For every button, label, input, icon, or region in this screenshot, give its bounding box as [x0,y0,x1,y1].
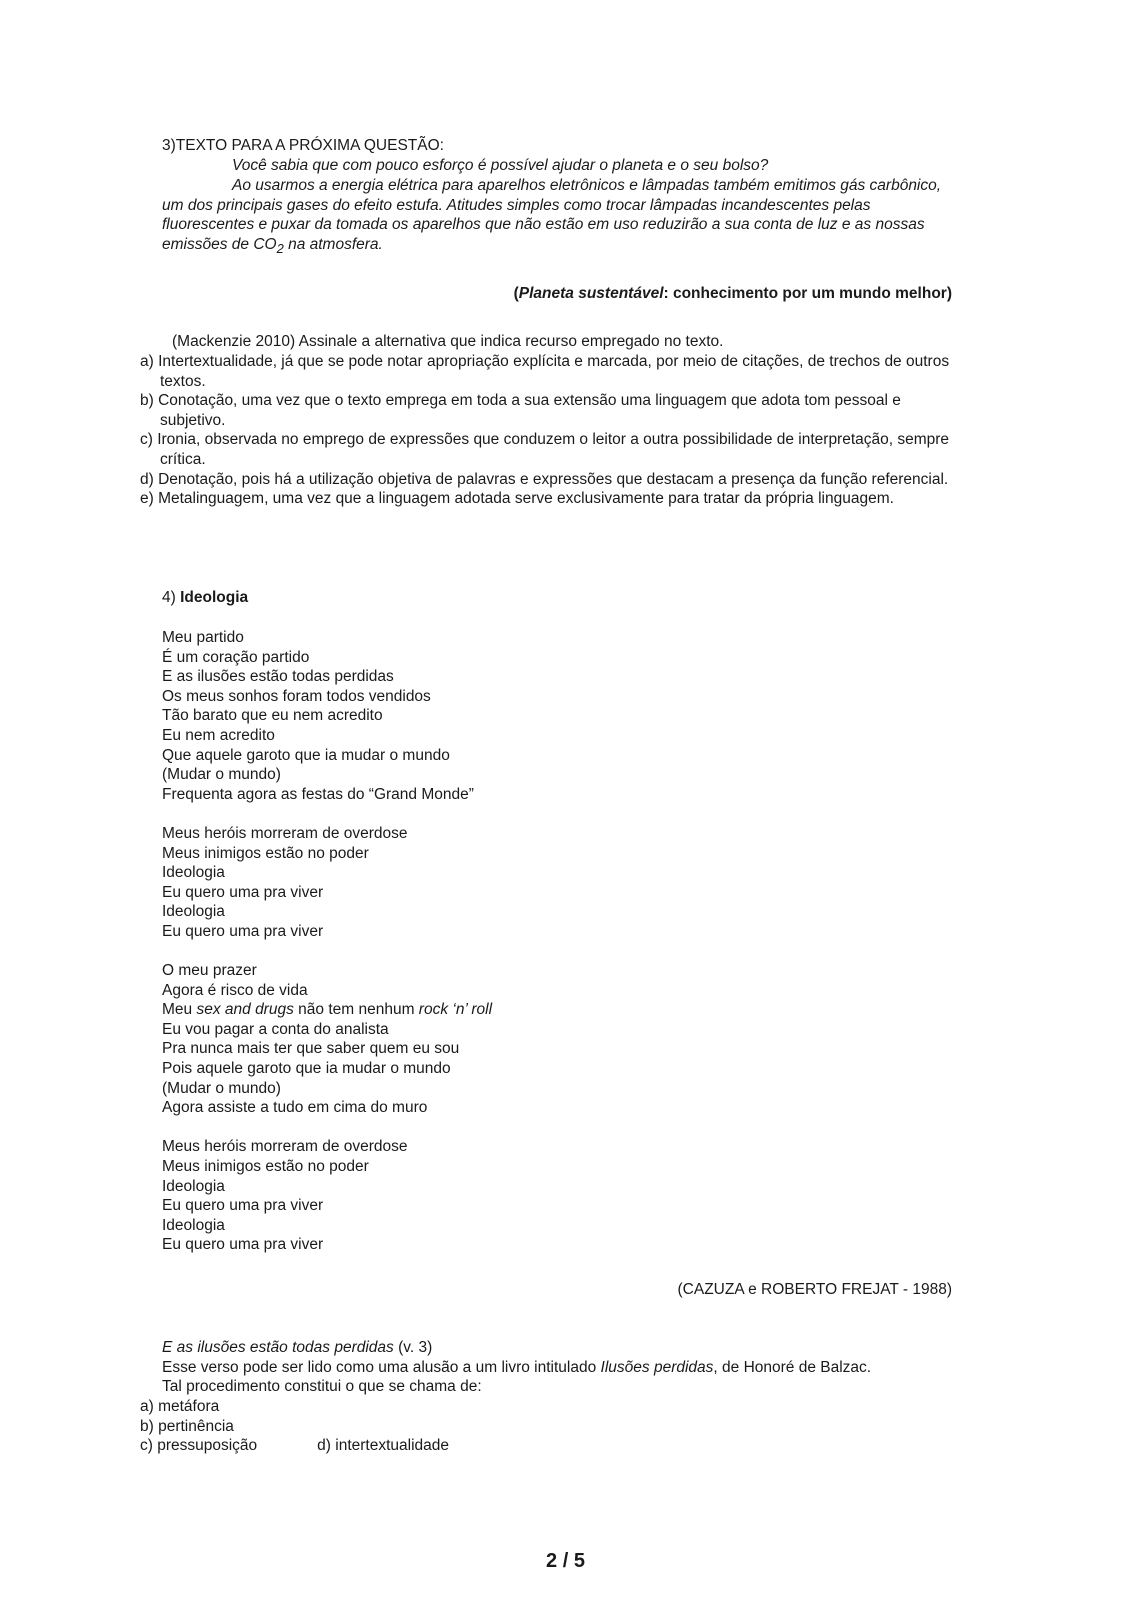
lyric-line: Pois aquele garoto que ia mudar o mundo [162,1060,451,1078]
lyric-line: Eu quero uma pra viver [162,1197,324,1215]
lyric-line: E as ilusões estão todas perdidas [162,668,394,686]
lyric-line: Meus inimigos estão no poder [162,1158,369,1176]
lyric-line: (Mudar o mundo) [162,766,281,784]
option-b: b) Conotação, uma vez que o texto emprega em toda a sua extensão uma linguagem que adota tom pessoal e subjetivo. [140,392,901,429]
lyric-line: Ideologia [162,1177,225,1195]
source-close-paren: ) [946,285,952,302]
lyric-line: Eu quero uma pra viver [162,883,324,901]
co2-subscript: 2 [276,240,284,256]
question-3-prompt: (Mackenzie 2010) Assinale a alternativa que indica recurso empregado no texto. [172,333,724,350]
lyric-line: Meus inimigos estão no poder [162,844,369,862]
lyric-line: Eu quero uma pra viver [162,1236,324,1254]
quoted-verse [162,1338,871,1358]
question-3-heading: 3)TEXTO PARA A PRÓXIMA QUESTÃO: [162,137,444,154]
option-e: e) Metalinguagem, uma vez que a linguagem adotada serve exclusivamente para tratar da própria linguagem. [140,490,894,508]
lyric-line: Que aquele garoto que ia mudar o mundo [162,746,450,764]
page-number: 2 / 5 [546,1550,585,1572]
song-lyrics [162,628,492,1275]
prompt-fragment: Esse verso pode ser lido como uma alusão a um livro intitulado [162,1358,601,1376]
passage-text: Ao usarmos a energia elétrica para aparelhos eletrônicos e lâmpadas também emitimos gás carbônico, um dos principais gases do efeito estufa. Atitudes simples como trocar lâmpadas incandescentes pelas fluorescentes e puxar da tomada os aparelhos que não estão em uso reduzirão a sua conta de luz e as nossas emissões de CO [162,177,942,253]
song-credit: (CAZUZA e ROBERTO FREJAT - 1988) [677,1281,952,1298]
option-d: d) intertextualidade [317,1437,450,1455]
question-4-options [140,1397,449,1456]
lyric-line: (Mudar o mundo) [162,1079,281,1097]
lyric-line: Meus heróis morreram de overdose [162,1138,408,1156]
lyric-line: Tão barato que eu nem acredito [162,707,383,725]
lyric-fragment: Meu [162,1001,197,1019]
prompt-line: Tal procedimento constitui o que se chama de: [162,1378,482,1396]
verse-text: E as ilusões estão todas perdidas [162,1339,394,1356]
lyric-line: O meu prazer [162,962,257,980]
song-title: Ideologia [180,589,249,606]
lyric-italic: sex and drugs [196,1001,294,1019]
prompt-line [162,1358,871,1378]
option-a: a) metáfora [140,1398,220,1415]
lyric-line: Agora é risco de vida [162,981,308,999]
book-title: Ilusões perdidas [600,1358,714,1376]
lyric-line: Frequenta agora as festas do “Grand Monde” [162,785,474,803]
verse-reference: (v. 3) [393,1339,433,1356]
lyric-fragment: não tem nenhum [293,1001,419,1019]
lyric-line: Ideologia [162,903,225,921]
option-c: c) Ironia, observada no emprego de expressões que conduzem o leitor a outra possibilidade de interpretação, sempre crítica. [140,431,950,468]
stanza-4 [162,1137,492,1255]
lyric-line: Eu nem acredito [162,726,275,744]
question-4-heading [162,588,248,608]
source-subtitle: : conhecimento por um mundo melhor [663,285,947,302]
source-title: Planeta sustentável [518,285,664,302]
lyric-line: Pra nunca mais ter que saber quem eu sou [162,1040,460,1058]
passage-text-end: na atmosfera. [283,235,383,253]
question-4-number: 4) [162,589,181,606]
lyric-line: Agora assiste a tudo em cima do muro [162,1099,428,1117]
stanza-1 [162,628,492,804]
option-c: c) pressuposição [140,1437,258,1455]
question-4-prompt [162,1338,871,1397]
option-d: d) Denotação, pois há a utilização objetiva de palavras e expressões que destacam a presença da função referencial. [140,470,949,488]
passage-paragraph-2 [162,176,962,258]
source-open-paren: ( [513,285,519,302]
lyric-line [162,1000,492,1020]
option-a: a) Intertextualidade, já que se pode notar apropriação explícita e marcada, por meio de citações, de trechos de outros textos. [140,353,950,390]
stanza-3 [162,961,492,1118]
lyric-line: Eu quero uma pra viver [162,922,324,940]
lyric-italic: rock ‘n’ roll [418,1001,493,1019]
lyric-line: É um coração partido [162,648,310,666]
lyric-line: Meus heróis morreram de overdose [162,824,408,842]
lyric-line: Os meus sonhos foram todos vendidos [162,687,431,705]
lyric-line: Ideologia [162,864,225,882]
option-b: b) pertinência [140,1417,234,1435]
lyric-line: Ideologia [162,1216,225,1234]
lyric-line: Eu vou pagar a conta do analista [162,1020,389,1038]
options-row [140,1436,449,1456]
prompt-fragment: , de Honoré de Balzac. [713,1358,872,1376]
stanza-2 [162,824,492,942]
question-3-options [140,352,970,509]
lyric-line: Meu partido [162,629,244,646]
passage-paragraph-1: Você sabia que com pouco esforço é possível ajudar o planeta e o seu bolso? [232,157,769,174]
passage-source [514,284,952,304]
